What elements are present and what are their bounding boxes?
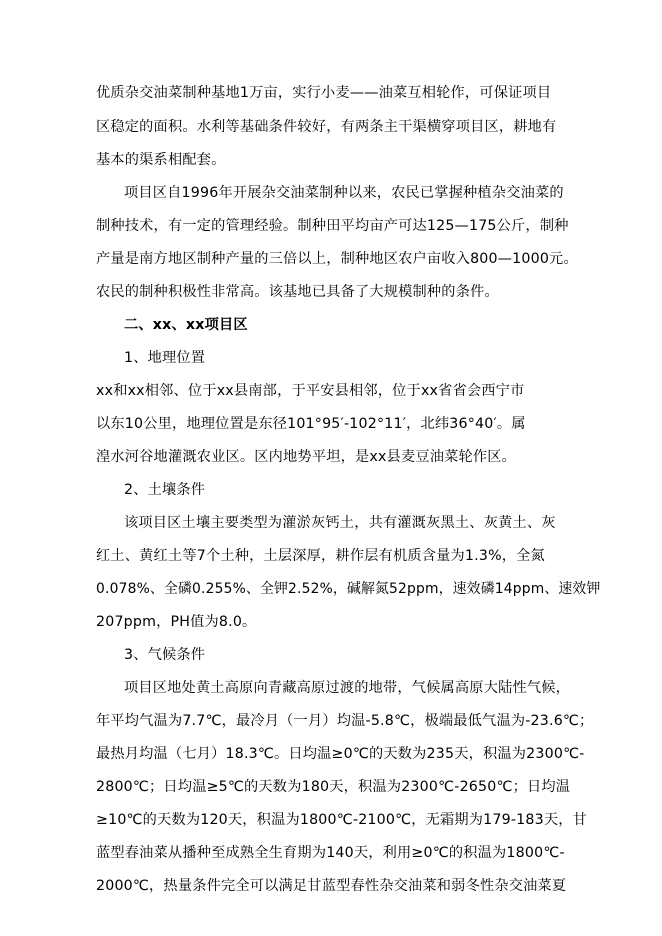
text-line: 区稳定的面积。水利等基础条件较好，有两条主干渠横穿项目区，耕地有 xyxy=(96,119,557,135)
text-line: 湟水河谷地灌溉农业区。区内地势平坦，是xx县麦豆油菜轮作区。 xyxy=(96,449,517,465)
text-line: 制种技术，有一定的管理经验。制种田平均亩产可达125—175公斤，制种 xyxy=(96,218,569,234)
subsection-heading: 3、气候条件 xyxy=(124,647,206,663)
text-line: 0.078%、全磷0.255%、全钾2.52%，碱解氮52ppm，速效磷14ppm、速效钾 xyxy=(96,581,601,597)
text-line: 产量是南方地区制种产量的三倍以上，制种地区农户亩收入800—1000元。 xyxy=(96,251,578,267)
text-line: 以东10公里，地理位置是东径101°95′-102°11′，北纬36°40′。属 xyxy=(96,416,526,432)
text-line: ≥10℃的天数为120天，积温为1800℃-2100℃，无霜期为179-183天，甘 xyxy=(96,812,588,828)
text-line: 207ppm，PH值为8.0。 xyxy=(96,614,257,630)
text-line: 该项目区土壤主要类型为灌淤灰钙土，共有灌溉灰黑土、灰黄土、灰 xyxy=(124,515,556,531)
text-line: 年平均气温为7.7℃，最冷月（一月）均温-5.8℃，极端最低气温为-23.6℃； xyxy=(96,713,594,729)
text-line: 2800℃；日均温≥5℃的天数为180天，积温为2300℃-2650℃；日均温 xyxy=(96,779,571,795)
text-line: 2000℃，热量条件完全可以满足甘蓝型春性杂交油菜和弱冬性杂交油菜夏 xyxy=(96,878,567,894)
text-line: 最热月均温（七月）18.3℃。日均温≥0℃的天数为235天，积温为2300℃- xyxy=(96,746,585,762)
subsection-heading: 1、地理位置 xyxy=(124,350,206,366)
text-line: 农民的制种积极性非常高。该基地已具备了大规模制种的条件。 xyxy=(96,284,499,300)
subsection-heading: 2、土壤条件 xyxy=(124,482,206,498)
text-line: 优质杂交油菜制种基地1万亩，实行小麦——油菜互相轮作，可保证项目 xyxy=(96,85,552,101)
text-line: 蓝型春油菜从播种至成熟全生育期为140天，利用≥0℃的积温为1800℃- xyxy=(96,845,565,861)
text-line: 项目区自1996年开展杂交油菜制种以来，农民已掌握种植杂交油菜的 xyxy=(124,185,564,201)
text-line: xx和xx相邻、位于xx县南部，于平安县相邻，位于xx省省会西宁市 xyxy=(96,383,525,399)
section-heading: 二、xx、xx项目区 xyxy=(124,317,248,333)
text-line: 基本的渠系相配套。 xyxy=(96,152,226,168)
text-line: 红土、黄红土等7个土种，土层深厚，耕作层有机质含量为1.3%，全氮 xyxy=(96,548,545,564)
text-line: 项目区地处黄土高原向青藏高原过渡的地带，气候属高原大陆性气候， xyxy=(124,680,571,696)
